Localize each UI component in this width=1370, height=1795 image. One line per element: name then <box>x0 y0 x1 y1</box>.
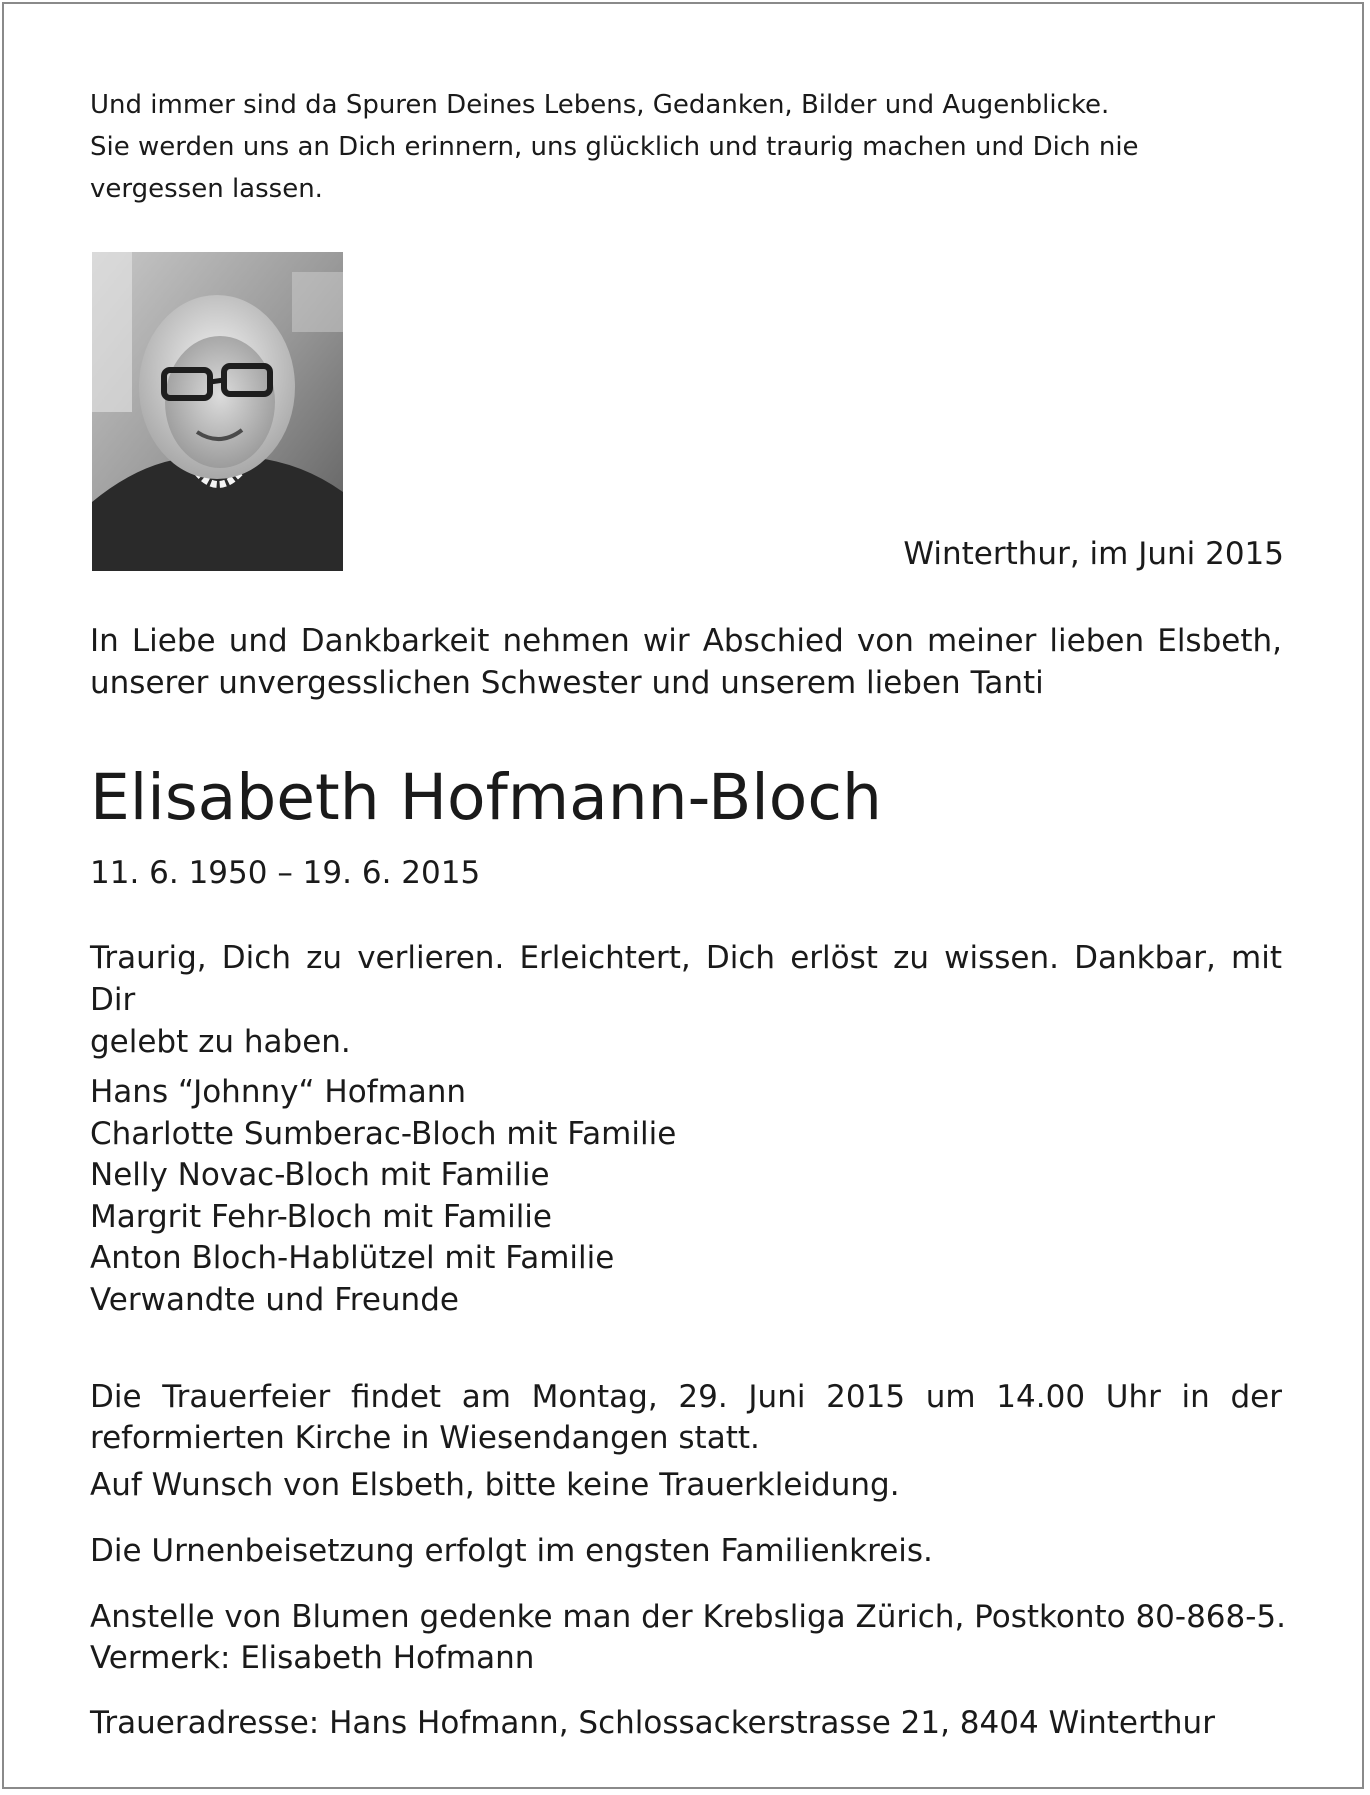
mourners-list <box>90 1072 676 1321</box>
poem-line: Sie werden uns an Dich erinnern, uns glücklich und traurig machen und Dich nie <box>90 132 1139 162</box>
mourner-entry: Anton Bloch-Hablützel mit Familie <box>90 1240 615 1276</box>
donation-line: Vermerk: Elisabeth Hofmann <box>90 1640 535 1676</box>
urn-burial-notice: Die Urnenbeisetzung erfolgt im engsten Familienkreis. <box>90 1533 933 1569</box>
deceased-name: Elisabeth Hofmann-Bloch <box>90 761 882 834</box>
quote-line: Traurig, Dich zu verlieren. Erleichtert, Dich erlöst zu wissen. Dankbar, mit Dir <box>90 940 1282 1018</box>
ceremony-line: reformierten Kirche in Wiesendangen statt. <box>90 1420 760 1456</box>
mourning-quote <box>90 937 1282 1063</box>
poem-line: Und immer sind da Spuren Deines Lebens, Gedanken, Bilder und Augenblicke. <box>90 90 1110 120</box>
quote-line: gelebt zu haben. <box>90 1024 351 1060</box>
intro-line: unserer unvergesslichen Schwester und unserem lieben Tanti <box>90 665 1044 701</box>
life-dates: 11. 6. 1950 – 19. 6. 2015 <box>90 855 481 891</box>
ceremony-line: Die Trauerfeier findet am Montag, 29. Juni 2015 um 14.00 Uhr in der <box>90 1379 1282 1415</box>
place-date: Winterthur, im Juni 2015 <box>903 536 1284 572</box>
donation-notice <box>90 1597 1287 1679</box>
mourning-address: Traueradresse: Hans Hofmann, Schlossackerstrasse 21, 8404 Winterthur <box>90 1705 1215 1741</box>
mourner-entry: Margrit Fehr-Bloch mit Familie <box>90 1198 552 1235</box>
donation-line: Anstelle von Blumen gedenke man der Krebsliga Zürich, Postkonto 80-868-5. <box>90 1599 1287 1635</box>
poem-line: vergessen lassen. <box>90 174 323 204</box>
intro-line: In Liebe und Dankbarkeit nehmen wir Abschied von meiner lieben Elsbeth, <box>90 623 1282 659</box>
mourner-entry: Hans “Johnny“ Hofmann <box>90 1074 467 1110</box>
portrait-photo <box>92 252 343 571</box>
mourner-entry: Verwandte und Freunde <box>90 1281 459 1318</box>
mourner-entry: Nelly Novac-Bloch mit Familie <box>90 1157 550 1193</box>
dress-wish: Auf Wunsch von Elsbeth, bitte keine Trauerkleidung. <box>90 1467 900 1503</box>
mourner-entry: Charlotte Sumberac-Bloch mit Familie <box>90 1115 677 1152</box>
ceremony-notice <box>90 1377 1282 1459</box>
farewell-intro <box>90 620 1282 704</box>
memorial-poem <box>90 84 1240 210</box>
